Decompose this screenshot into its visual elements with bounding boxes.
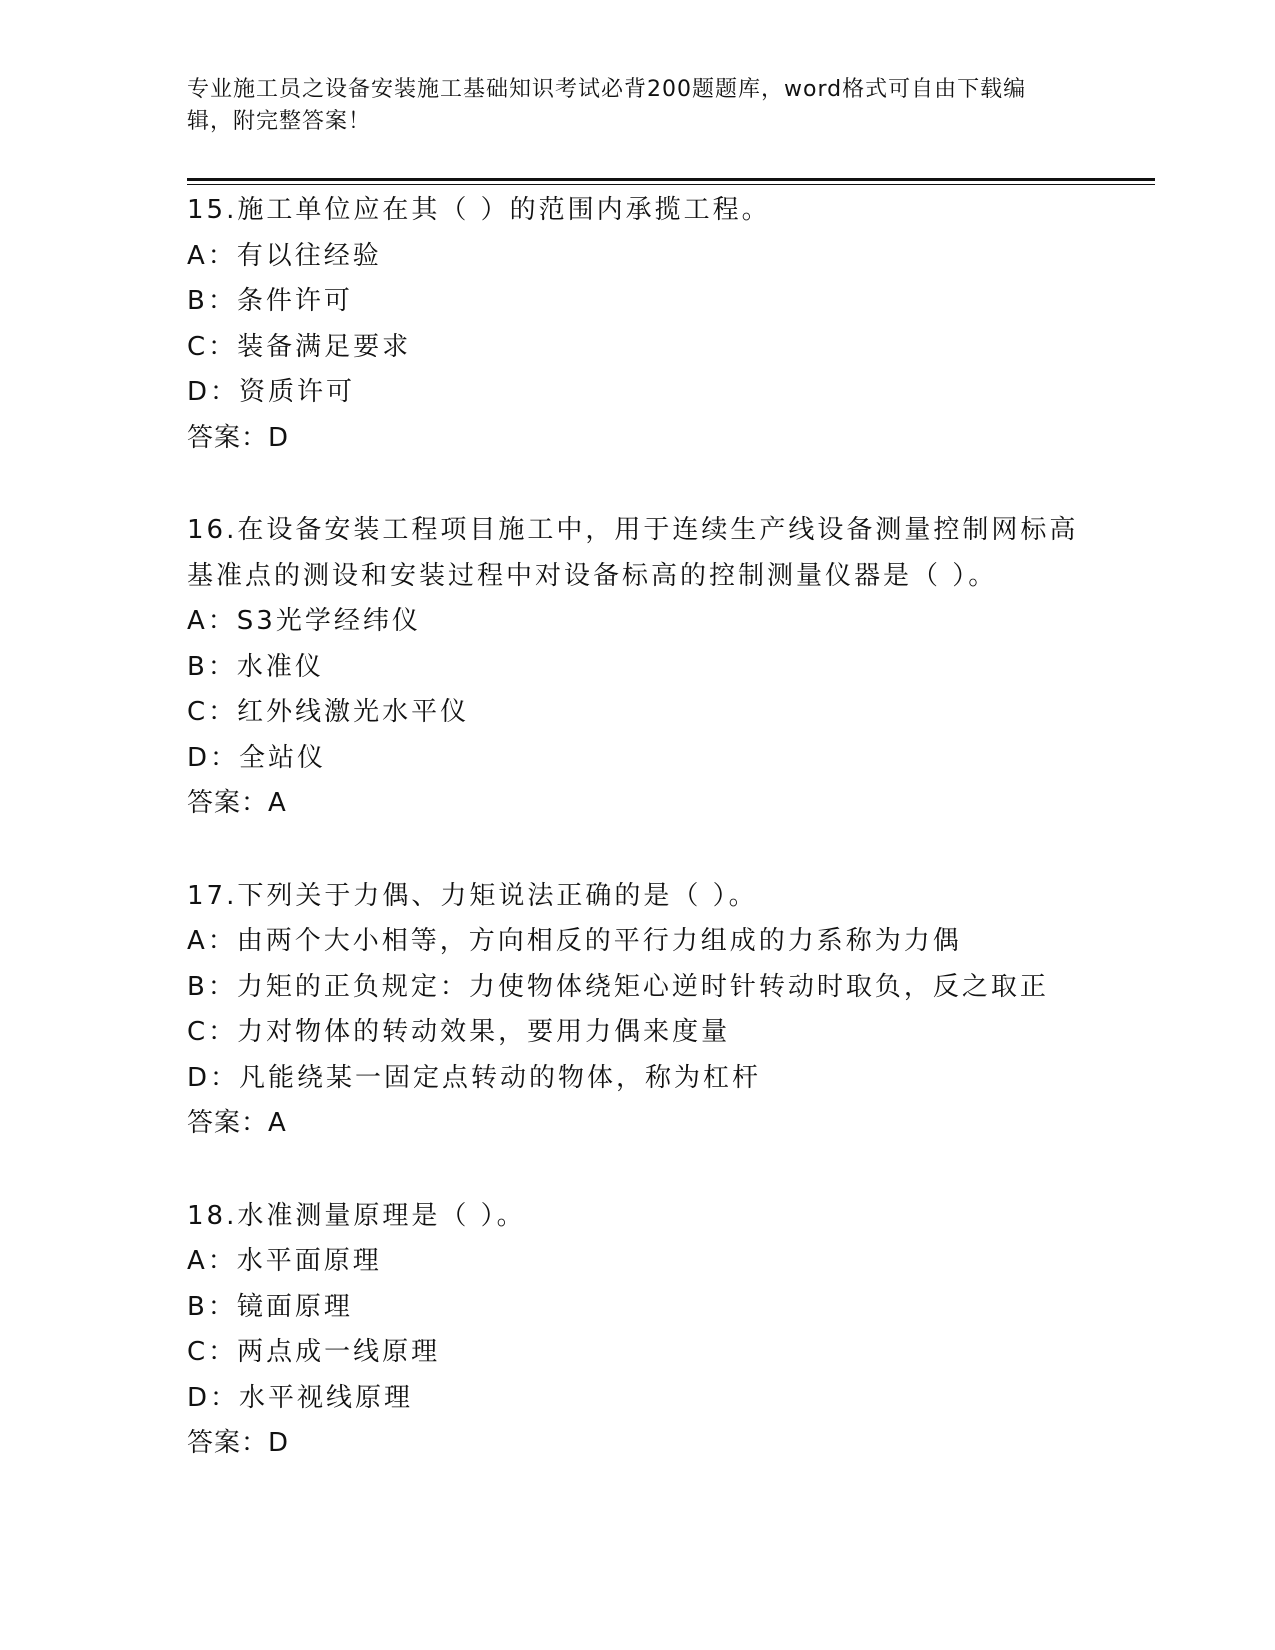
option-b: B：镜面原理 [187, 1291, 353, 1322]
answer: 答案：D [187, 1428, 290, 1458]
question-18 [187, 1194, 1127, 1467]
answer: 答案：D [187, 422, 290, 453]
option-a: A：水平面原理 [187, 1246, 382, 1276]
question-17 [187, 874, 1127, 1147]
option-c: C：两点成一线原理 [187, 1337, 441, 1367]
question-list [187, 188, 1127, 1467]
header-divider-thin [187, 184, 1155, 185]
option-c: C：力对物体的转动效果，要用力偶来度量 [187, 1017, 731, 1047]
option-d: D：资质许可 [187, 377, 356, 407]
question-15 [187, 188, 1127, 461]
question-text: 17.下列关于力偶、力矩说法正确的是（ ）。 [187, 880, 758, 911]
question-16 [187, 508, 1127, 827]
option-b: B：条件许可 [187, 286, 353, 316]
document-header: 专业施工员之设备安装施工基础知识考试必背200题题库，word格式可自由下载编辑，附完整答案！ [187, 77, 1027, 134]
option-a: A：S3光学经纬仪 [187, 606, 421, 636]
option-a: A：由两个大小相等，方向相反的平行力组成的力系称为力偶 [187, 926, 962, 956]
option-a: A：有以往经验 [187, 240, 382, 271]
option-b: B：水准仪 [187, 651, 324, 682]
option-d: D：水平视线原理 [187, 1382, 414, 1413]
option-d: D：凡能绕某一固定点转动的物体，称为杠杆 [187, 1062, 762, 1093]
answer: 答案：A [187, 788, 287, 818]
option-c: C：红外线激光水平仪 [187, 697, 470, 727]
option-c: C：装备满足要求 [187, 331, 412, 362]
question-text: 18.水准测量原理是（ ）。 [187, 1200, 526, 1231]
question-text-line-2: 基准点的测设和安装过程中对设备标高的控制测量仪器是（ ）。 [187, 560, 998, 591]
question-text: 15.施工单位应在其（ ）的范围内承揽工程。 [187, 195, 771, 225]
question-text-line-1: 16.在设备安装工程项目施工中，用于连续生产线设备测量控制网标高 [187, 515, 1079, 545]
option-d: D：全站仪 [187, 742, 327, 773]
header-divider-thick [187, 178, 1155, 181]
option-b: B：力矩的正负规定：力使物体绕矩心逆时针转动时取负，反之取正 [187, 971, 1049, 1002]
answer: 答案：A [187, 1108, 287, 1138]
